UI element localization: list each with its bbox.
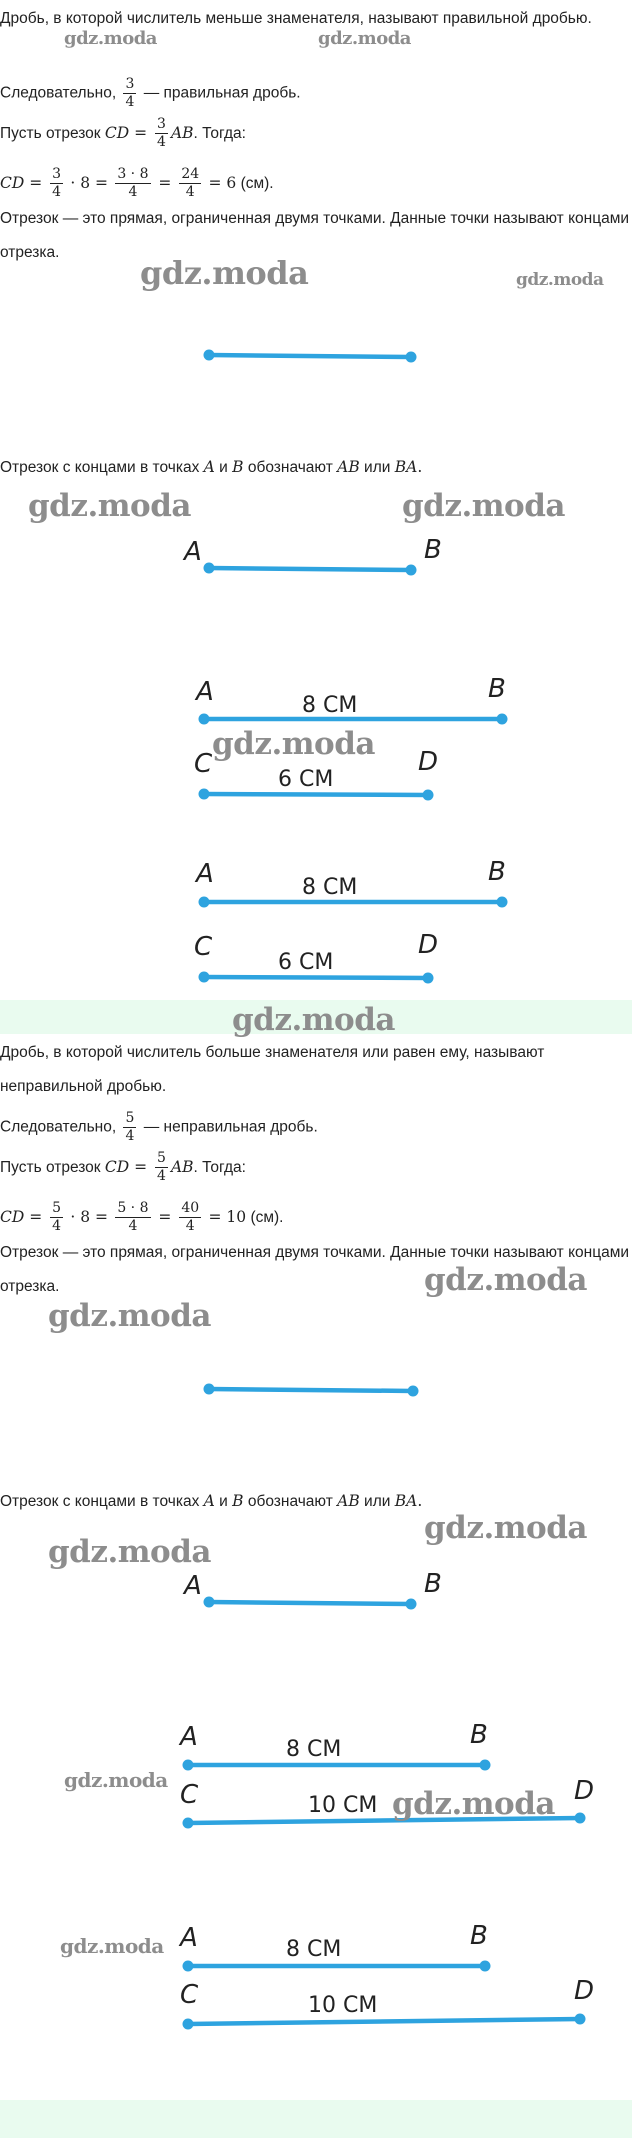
point-label-a: A [180, 1722, 198, 1752]
length-label-ab: 8 СМ [286, 1737, 342, 1762]
assumption-line: Пусть отрезок CD = $\frac{3}{4}$ AB. Тогда: [0, 116, 246, 151]
watermark-logo: gdz.moda [424, 1510, 587, 1546]
length-label-cd: 6 СМ [278, 950, 334, 975]
fraction: $\frac{3}{4}$ [125, 76, 135, 110]
segment-definition: Отрезок — это прямая, ограниченная двумя точками. Данные точки называют концами отрезка. [0, 1244, 630, 1295]
watermark-logo: gdz.moda [140, 254, 309, 292]
point-label-d: D [574, 1776, 595, 1806]
watermark-logo: gdz.moda [48, 1534, 211, 1570]
point-label-d: D [418, 930, 439, 960]
segment-definition: Отрезок — это прямая, ограниченная двумя точками. Данные точки называют концами отрезка. [0, 210, 630, 261]
watermark-logo: gdz.moda [232, 1002, 395, 1038]
point-label-c: C [194, 749, 213, 779]
assumption-line: Пусть отрезок CD = $\frac{5}{4}$ AB. Тогда: [0, 1150, 246, 1185]
fraction: $\frac{5}{4}$ [125, 1110, 135, 1144]
watermark-logo: gdz.moda [64, 1768, 168, 1792]
length-label-cd: 6 СМ [278, 767, 334, 792]
fraction: $\frac{5}{4}$ [157, 1150, 166, 1185]
segment-notation: Отрезок с концами в точках A и B обозначают AB или BA. [0, 458, 423, 476]
point-label-a: A [184, 537, 202, 567]
watermark-logo: gdz.moda [516, 270, 604, 290]
point-label-c: C [180, 1780, 199, 1810]
watermark-logo: gdz.moda [318, 28, 411, 49]
length-label-ab: 8 СМ [286, 1937, 342, 1962]
consequence-line: Следовательно, $\frac{5}{4}$ — неправильная дробь. [0, 1110, 318, 1144]
point-label-b: B [488, 857, 506, 887]
definition-proper-fraction: Дробь, в которой числитель меньше знаменателя, называют правильной дробью. [0, 10, 592, 27]
length-label-ab: 8 СМ [302, 693, 358, 718]
consequence-line: Следовательно, $\frac{3}{4}$ — правильная дробь. [0, 76, 301, 110]
length-label-ab: 8 СМ [302, 875, 358, 900]
point-label-a: A [184, 1571, 202, 1601]
length-label-cd: 10 СМ [308, 1793, 378, 1818]
point-label-c: C [194, 932, 213, 962]
point-label-c: C [180, 1980, 199, 2010]
comparison-ab-cd [178, 1921, 594, 2030]
calculation-line: CD = $\frac{3}{4}$ · 8 = $\frac{3 \cdot 8}{4}$ = $\frac{24}{4}$ = 6 (см). [0, 166, 274, 201]
calculation-line: CD = $\frac{5}{4}$ · 8 = $\frac{5 \cdot 8}{4}$ = $\frac{40}{4}$ = 10 (см). [0, 1200, 284, 1235]
point-label-b: B [470, 1720, 488, 1750]
watermark-logo: gdz.moda [60, 1934, 164, 1958]
segment-ab [182, 535, 442, 576]
point-label-b: B [470, 1921, 488, 1951]
watermark-logo: gdz.moda [402, 488, 565, 524]
watermark-logo: gdz.moda [64, 28, 157, 49]
watermark-logo: gdz.moda [48, 1298, 211, 1334]
point-label-d: D [418, 747, 439, 777]
plain-segment [204, 1384, 419, 1397]
watermark-logo: gdz.moda [212, 726, 375, 762]
plain-segment [204, 350, 417, 363]
watermark-logo: gdz.moda [392, 1786, 555, 1822]
fraction: $\frac{3}{4}$ [157, 116, 166, 151]
point-label-a: A [196, 677, 214, 707]
point-label-b: B [424, 535, 442, 565]
point-label-a: A [180, 1923, 198, 1953]
comparison-ab-cd [194, 857, 508, 984]
segment-notation: Отрезок с концами в точках A и B обозначают AB или BA. [0, 1492, 423, 1510]
point-label-d: D [574, 1976, 595, 2006]
point-label-b: B [488, 674, 506, 704]
length-label-cd: 10 СМ [308, 1993, 378, 2018]
definition-improper-fraction: Дробь, в которой числитель больше знаменателя или равен ему, называют неправильной дробью. [0, 1044, 545, 1095]
point-label-b: B [424, 1569, 442, 1599]
watermark-logo: gdz.moda [28, 488, 191, 524]
point-label-a: A [196, 859, 214, 889]
segment-ab [182, 1569, 442, 1610]
watermark-logo: gdz.moda [424, 1262, 587, 1298]
